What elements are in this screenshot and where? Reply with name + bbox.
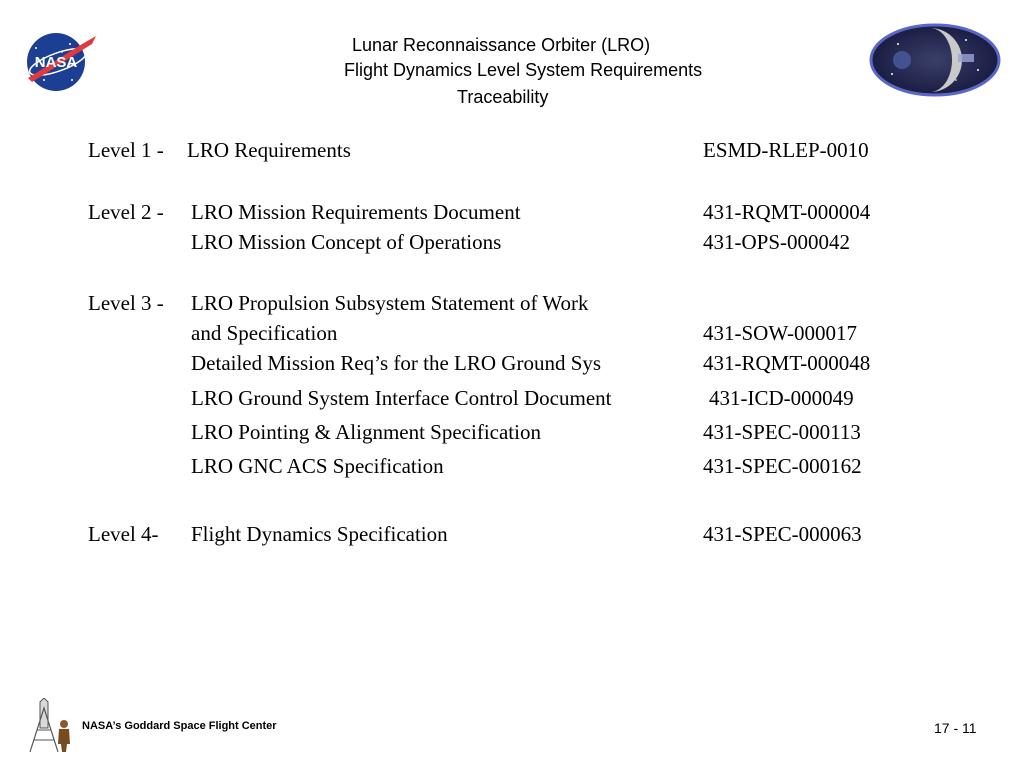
level-3-item-title: LRO GNC ACS Specification xyxy=(191,454,444,478)
level-2-item-title: LRO Mission Requirements Document xyxy=(191,200,521,224)
nasa-meatball-icon xyxy=(22,30,98,94)
level-1-item-doc: ESMD-RLEP-0010 xyxy=(703,138,869,162)
lro-mission-emblem-icon xyxy=(868,22,1002,98)
level-3-item-title: LRO Pointing & Alignment Specification xyxy=(191,420,541,444)
level-3-item-doc: 431-SPEC-000162 xyxy=(703,454,862,478)
level-3-item-title: and Specification xyxy=(191,321,338,345)
page-number: 17 - 11 xyxy=(934,720,977,736)
level-2-item-title: LRO Mission Concept of Operations xyxy=(191,230,502,254)
level-3-label: Level 3 - xyxy=(88,291,164,315)
level-3-item-doc: 431-RQMT-000048 xyxy=(703,351,871,375)
level-3-item-title: LRO Propulsion Subsystem Statement of Work xyxy=(191,291,589,315)
level-3-item-doc: 431-SPEC-000113 xyxy=(703,420,861,444)
level-1-label: Level 1 - xyxy=(88,138,164,162)
level-3-item-title: Detailed Mission Req’s for the LRO Ground Sys xyxy=(191,351,602,375)
goddard-rocket-figure-icon xyxy=(26,698,76,754)
level-3-item-doc: 431-ICD-000049 xyxy=(709,386,854,410)
level-4-item-doc: 431-SPEC-000063 xyxy=(703,522,862,546)
level-3-item-title: LRO Ground System Interface Control Document xyxy=(191,386,612,410)
level-4-item-title: Flight Dynamics Specification xyxy=(191,522,448,546)
header-title-line1: Lunar Reconnaissance Orbiter (LRO) xyxy=(352,35,651,55)
nasa-wordmark: NASA xyxy=(34,54,78,71)
footer-center-name: NASA’s Goddard Space Flight Center xyxy=(82,720,277,732)
level-3-item-doc: 431-SOW-000017 xyxy=(703,321,857,345)
header-title-line3: Traceability xyxy=(457,87,549,107)
level-2-item-doc: 431-RQMT-000004 xyxy=(703,200,871,224)
header-title-line2: Flight Dynamics Level System Requirements xyxy=(344,60,703,80)
level-1-item-title: LRO Requirements xyxy=(187,138,351,162)
level-4-label: Level 4- xyxy=(88,522,159,546)
level-2-item-doc: 431-OPS-000042 xyxy=(703,230,851,254)
level-2-label: Level 2 - xyxy=(88,200,164,224)
